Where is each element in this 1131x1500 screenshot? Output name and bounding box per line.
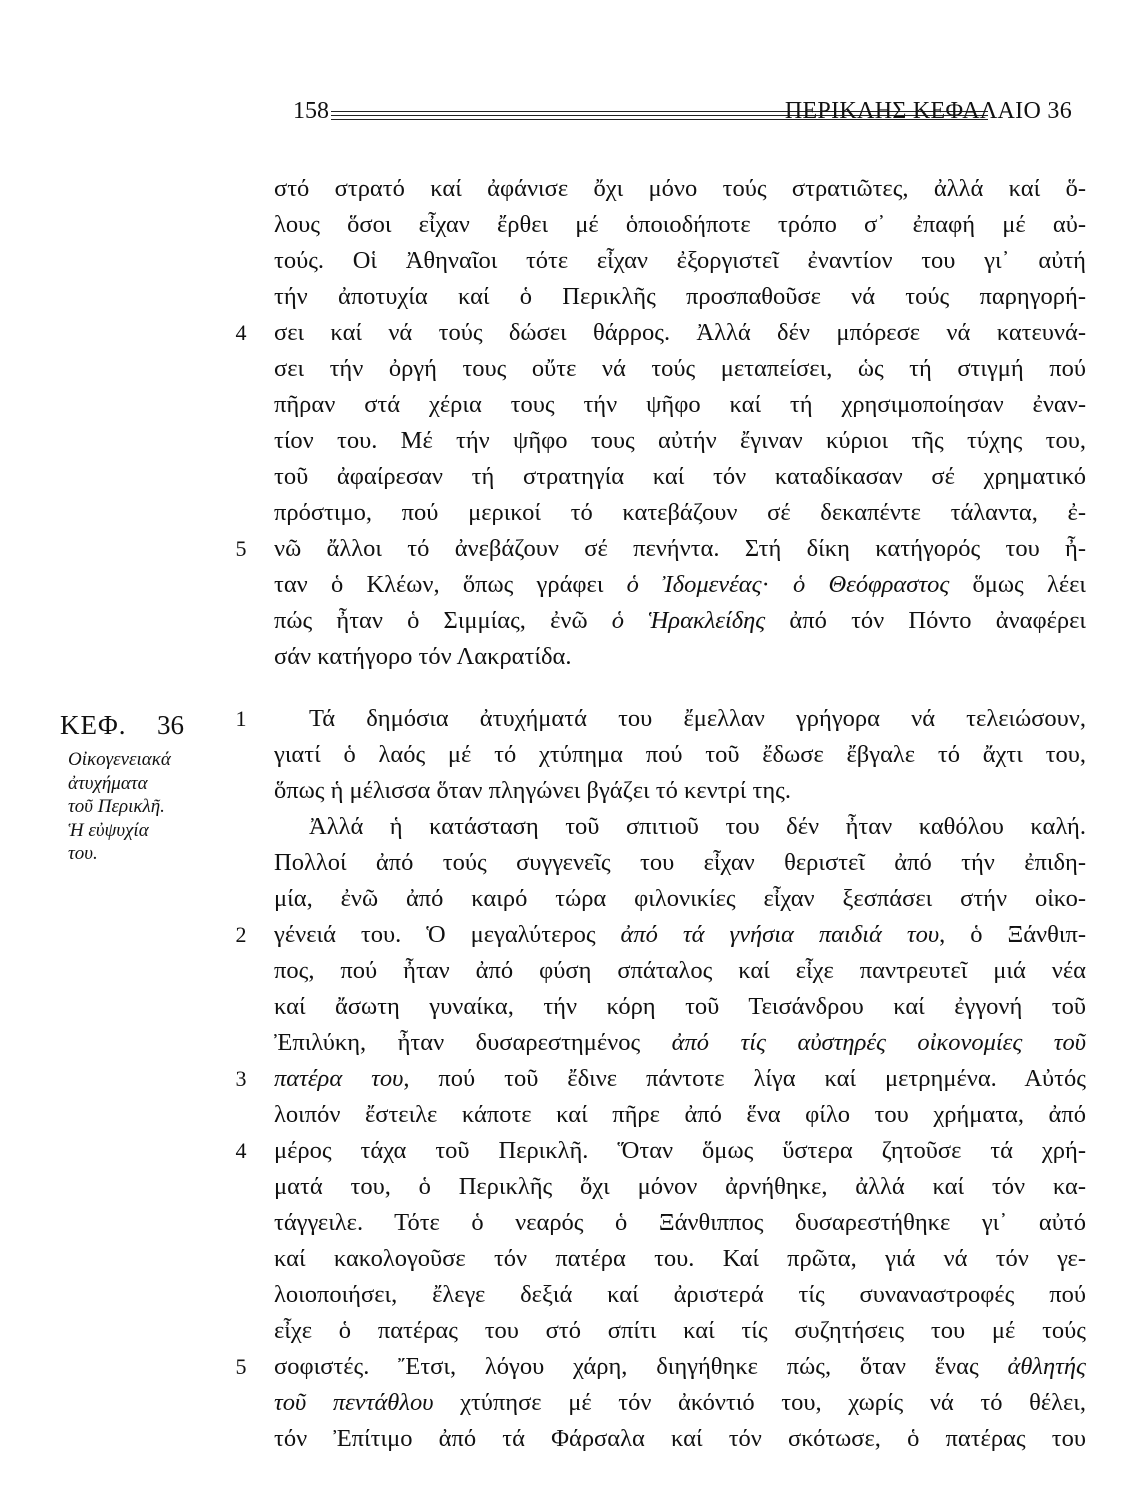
text-line: ματά του, ὁ Περικλῆς ὄχι μόνον ἀρνήθηκε, ἀλλά καί τόν κα- xyxy=(274,1173,1086,1200)
italic-text: ὁ Ἡρακλείδης xyxy=(611,607,766,634)
running-title: ΠΕΡΙΚΛΗΣ ΚΕΦΑΛΑΙΟ 36 xyxy=(784,98,1072,124)
text-line xyxy=(274,567,1086,603)
chapter-label: ΚΕΦ. xyxy=(60,710,127,740)
margin-note-line: ἀτυχήματα xyxy=(68,772,148,794)
text-line: σει καί νά τούς δώσει θάρρος. Ἀλλά δέν μπόρεσε νά κατευνά- xyxy=(274,319,1086,346)
text-line: σάν κατήγορο τόν Λακρατίδα. xyxy=(274,643,572,670)
text-line: λοιοποιήσει, ἔλεγε δεξιά καί ἀριστερά τίς συναναστροφές πού xyxy=(274,1281,1086,1308)
text-line: πῆραν στά χέρια τους τήν ψῆφο καί τή χρησιμοποίησαν ἐναν- xyxy=(274,391,1086,418)
text-run: γένειά του. Ὁ μεγαλύτερος xyxy=(274,921,621,948)
text-line: ὅπως ἡ μέλισσα ὅταν πληγώνει βγάζει τό κεντρί της. xyxy=(274,777,791,804)
text-line xyxy=(274,1025,1086,1061)
text-line xyxy=(274,603,1086,639)
text-run: Ἐπιλύκη, ἦταν δυσαρεστημένος xyxy=(274,1029,672,1056)
text-line xyxy=(274,1349,1086,1385)
text-line: τοῦ ἀφαίρεσαν τή στρατηγία καί τόν καταδίκασαν σέ χρηματικό xyxy=(274,463,1086,490)
italic-text: ὁ Θεόφραστος xyxy=(793,571,950,598)
text-line: μία, ἐνῶ ἀπό καιρό τώρα φιλονικίες εἶχαν ξεσπάσει στήν οἰκο- xyxy=(274,885,1086,912)
text-run: ταν ὁ Κλέων, ὅπως γράφει xyxy=(274,571,627,598)
text-run: χτύπησε μέ τόν ἀκόντιό του, χωρίς νά τό θέλει, xyxy=(433,1389,1086,1416)
text-run: σοφιστές. Ἔτσι, λόγου χάρη, διηγήθηκε πώς, ὅταν ἕνας xyxy=(274,1353,1008,1380)
margin-note-line: Οἰκογενειακά xyxy=(68,749,171,770)
page-header xyxy=(0,94,1131,134)
text-line: Τά δημόσια ἀτυχήματά του ἔμελλαν γρήγορα νά τελειώσουν, xyxy=(309,705,1086,732)
chapter-number: 36 xyxy=(157,710,184,740)
text-line: καί ἄσωτη γυναίκα, τήν κόρη τοῦ Τεισάνδρου καί ἐγγονή τοῦ xyxy=(274,993,1086,1020)
margin-note-line: Ἡ εὐψυχία xyxy=(68,819,149,841)
margin-note-line: του. xyxy=(68,843,98,864)
text-line: μέρος τάχα τοῦ Περικλῆ. Ὅταν ὅμως ὕστερα ζητοῦσε τά χρή- xyxy=(274,1137,1086,1164)
italic-text: τοῦ πεντάθλου xyxy=(274,1389,434,1416)
text-line xyxy=(274,1385,1086,1421)
section-number: 5 xyxy=(235,1354,247,1379)
text-line: καί κακολογοῦσε τόν πατέρα του. Καί πρῶτα, γιά νά τόν γε- xyxy=(274,1245,1086,1272)
text-line: εἶχε ὁ πατέρας του στό σπίτι καί τίς συζητήσεις του μέ τούς xyxy=(274,1317,1086,1344)
text-line: τούς. Οἱ Ἀθηναῖοι τότε εἶχαν ἐξοργιστεῖ ἐναντίον του γι᾽ αὐτή xyxy=(274,247,1086,274)
text-run: ὅμως λέει xyxy=(949,571,1086,598)
text-line: νῶ ἄλλοι τό ἀνεβάζουν σέ πενήντα. Στή δίκη κατήγορός του ἦ- xyxy=(274,535,1086,562)
text-line: γιατί ὁ λαός μέ τό χτύπημα πού τοῦ ἔδωσε ἔβγαλε τό ἄχτι του, xyxy=(274,741,1086,768)
text-line: τάγγειλε. Τότε ὁ νεαρός ὁ Ξάνθιππος δυσαρεστήθηκε γι᾽ αὐτό xyxy=(274,1209,1086,1236)
text-line: λοιπόν ἔστειλε κάποτε καί πῆρε ἀπό ἕνα φίλο του χρήματα, ἀπό xyxy=(274,1101,1086,1128)
text-run: , ὁ Ξάνθιπ- xyxy=(939,921,1086,948)
section-number: 4 xyxy=(235,320,247,345)
italic-text: ἀπό τίς αὐστηρές οἰκονομίες τοῦ xyxy=(671,1029,1086,1056)
text-line: πος, πού ἦταν ἀπό φύση σπάταλος καί εἶχε παντρευτεῖ μιά νέα xyxy=(274,957,1086,984)
text-line: σει τήν ὀργή τους οὔτε νά τούς μεταπείσει, ὡς τή στιγμή πού xyxy=(274,355,1086,382)
section-number: 2 xyxy=(235,922,247,947)
text-line: πρόστιμο, πού μερικοί τό κατεβάζουν σέ δεκαπέντε τάλαντα, ἐ- xyxy=(274,499,1086,526)
section-number: 4 xyxy=(235,1138,247,1163)
text-run: , πού τοῦ ἔδινε πάντοτε λίγα καί μετρημένα. Αὐτός xyxy=(403,1065,1086,1092)
margin-note xyxy=(68,748,218,866)
text-line: στό στρατό καί ἀφάνισε ὄχι μόνο τούς στρατιῶτες, ἀλλά καί ὅ- xyxy=(274,175,1086,202)
text-line: λους ὅσοι εἶχαν ἔρθει μέ ὁποιοδήποτε τρόπο σ᾽ ἐπαφή μέ αὐ- xyxy=(274,211,1086,238)
text-line: τήν ἀποτυχία καί ὁ Περικλῆς προσπαθοῦσε νά τούς παρηγορή- xyxy=(274,283,1086,310)
text-run: πώς ἦταν ὁ Σιμμίας, ἐνῶ xyxy=(274,607,612,634)
page-number: 158 xyxy=(293,98,329,124)
margin-note-line: τοῦ Περικλῆ. xyxy=(68,796,165,817)
italic-text: ὁ Ἰδομενέας xyxy=(626,571,762,598)
text-run: ἀπό τόν Πόντο ἀναφέρει xyxy=(765,607,1086,634)
italic-text: ἀθλητής xyxy=(1007,1353,1086,1380)
text-line xyxy=(274,917,1086,953)
text-line: Ἀλλά ἡ κατάσταση τοῦ σπιτιοῦ του δέν ἦταν καθόλου καλή. xyxy=(309,813,1086,840)
section-number: 3 xyxy=(235,1066,247,1091)
section-number: 5 xyxy=(235,536,247,561)
section-number: 1 xyxy=(235,706,247,731)
text-line: Πολλοί ἀπό τούς συγγενεῖς του εἶχαν θεριστεῖ ἀπό τήν ἐπιδη- xyxy=(274,849,1086,876)
italic-text: πατέρα του xyxy=(274,1065,404,1092)
text-line: τίον του. Μέ τήν ψῆφο τους αὐτήν ἔγιναν κύριοι τῆς τύχης του, xyxy=(274,427,1086,454)
text-line: τόν Ἐπίτιμο ἀπό τά Φάρσαλα καί τόν σκότωσε, ὁ πατέρας του xyxy=(274,1425,1086,1452)
text-line xyxy=(274,1061,1086,1097)
text-run: · xyxy=(761,571,793,598)
italic-text: ἀπό τά γνήσια παιδιά του xyxy=(620,921,940,948)
